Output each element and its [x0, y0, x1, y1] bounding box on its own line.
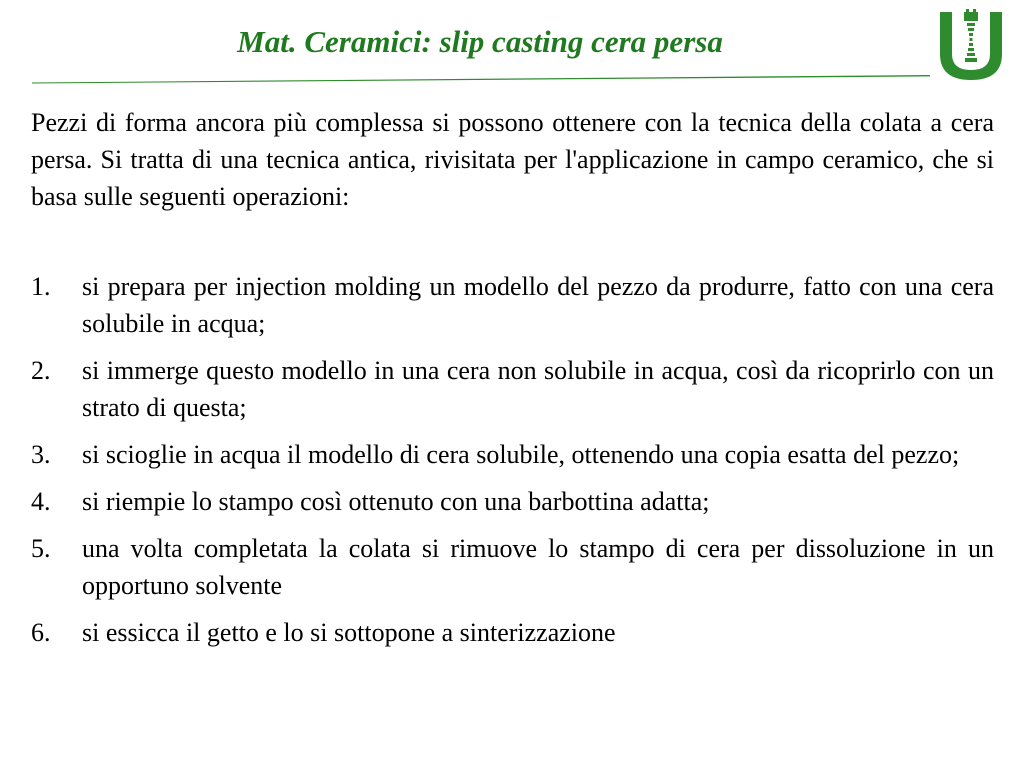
- list-item: [31, 530, 994, 604]
- step-text: una volta completata la colata si rimuove lo stampo di cera per dissoluzione in un opportuno solvente: [82, 534, 994, 600]
- step-text: si essicca il getto e lo si sottopone a sinterizzazione: [82, 618, 616, 647]
- step-text: si prepara per injection molding un modello del pezzo da produrre, fatto con una cera solubile in acqua;: [82, 272, 994, 338]
- list-item: [31, 483, 994, 520]
- step-text: si riempie lo stampo così ottenuto con una barbottina adatta;: [82, 487, 710, 516]
- step-number: 4.: [31, 487, 51, 516]
- step-number: 2.: [31, 356, 51, 385]
- list-item: [31, 614, 994, 651]
- step-number: 5.: [31, 534, 51, 563]
- slide-title: Mat. Ceramici: slip casting cera persa: [237, 24, 723, 59]
- steps-list: [31, 268, 994, 661]
- list-item: [31, 268, 994, 342]
- list-item: [31, 352, 994, 426]
- step-number: 3.: [31, 440, 51, 469]
- university-tower-logo-icon: [936, 8, 1006, 84]
- step-number: 1.: [31, 272, 51, 301]
- step-text: si immerge questo modello in una cera non solubile in acqua, così da ricoprirlo con un strato di questa;: [82, 356, 994, 422]
- title-divider: [32, 75, 930, 84]
- list-item: [31, 436, 994, 473]
- intro-paragraph: Pezzi di forma ancora più complessa si possono ottenere con la tecnica della colata a cera persa. Si tratta di una tecnica antica, rivisitata per l'applicazione in campo ceramico, che si basa sulle seguenti operazioni:: [31, 108, 994, 211]
- step-text: si scioglie in acqua il modello di cera solubile, ottenendo una copia esatta del pezzo;: [82, 440, 960, 469]
- step-number: 6.: [31, 618, 51, 647]
